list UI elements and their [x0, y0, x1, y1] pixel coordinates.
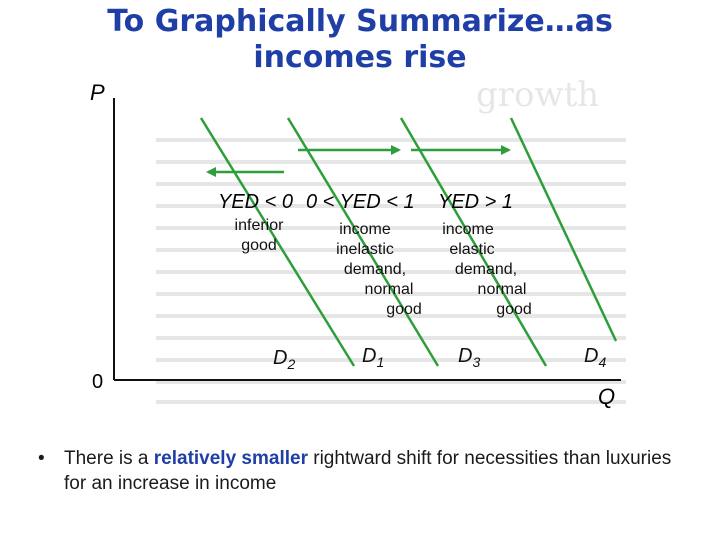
bullet-text-after: rightward shift for necessities than luxuries for an increase in income — [64, 448, 672, 494]
curve-label-d4: $D_4$ — [584, 345, 607, 370]
demand-curve-d2 — [201, 118, 354, 366]
region-heading-inelastic: 0 < YED < 1 — [306, 191, 415, 213]
curve-label-d3: $D_3$ — [458, 345, 481, 370]
slide-title-line1: To Graphically Summarize…as — [107, 4, 613, 39]
slide-title-line2: incomes rise — [253, 40, 467, 70]
bullet-highlight: relatively smaller — [153, 448, 308, 469]
background-heading: growth — [476, 76, 600, 115]
y-axis-label: P — [90, 80, 105, 105]
region-elastic-line: good — [496, 301, 532, 318]
region-inferior-line: inferior — [234, 217, 284, 234]
x-axis-label: Q — [598, 384, 616, 409]
bullet-marker: • — [38, 448, 45, 469]
bullet-point — [38, 446, 698, 496]
demand-shift-diagram — [86, 76, 636, 416]
slide-title — [0, 4, 720, 70]
bullet-text-before: There is a — [64, 448, 154, 469]
region-elastic-line: income — [442, 221, 494, 238]
bullet-text — [64, 446, 698, 496]
region-inelastic-line: income — [339, 221, 391, 238]
region-heading-inferior: YED < 0 — [218, 191, 294, 213]
region-elastic-line: elastic — [449, 241, 495, 258]
region-inelastic-line: inelastic — [336, 241, 394, 258]
region-elastic-line: demand, — [454, 261, 518, 278]
background-scan-text — [156, 76, 626, 404]
curve-label-d2: $D_2$ — [273, 347, 296, 372]
region-elastic-line: normal — [477, 281, 527, 298]
curve-label-d1: $D_1$ — [362, 345, 385, 370]
region-inelastic-line: demand, — [343, 261, 407, 278]
region-inelastic-line: normal — [364, 281, 414, 298]
region-inelastic-line: good — [386, 301, 422, 318]
region-heading-elastic: YED > 1 — [438, 191, 514, 213]
region-inferior-line: good — [241, 237, 277, 254]
origin-label: 0 — [92, 371, 104, 393]
